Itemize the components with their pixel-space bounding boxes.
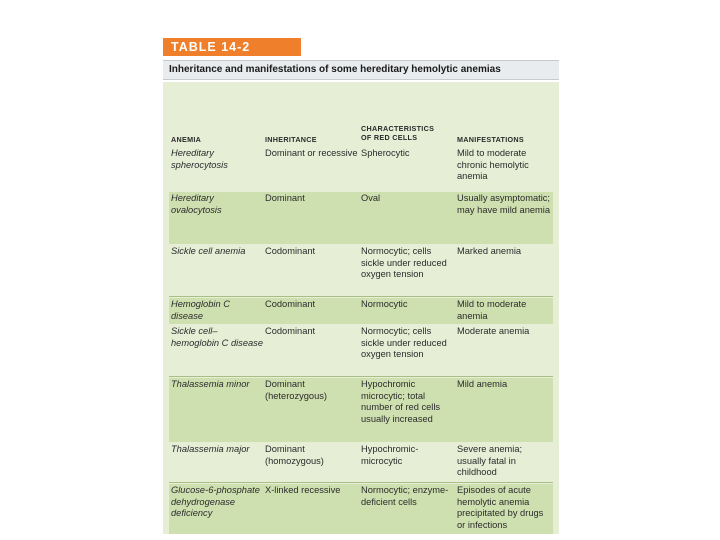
cell-manifestations: Usually asymptomatic; may have mild anemia (457, 193, 551, 215)
column-header-anemia: ANEMIA (171, 135, 202, 144)
cell-manifestations: Mild to moderate chronic hemolytic anemia (457, 148, 529, 182)
table-body (163, 82, 559, 534)
cell-characteristics: Spherocytic (361, 148, 410, 158)
cell-manifestations: Mild anemia (457, 379, 508, 389)
table-row (169, 192, 553, 244)
cell-inheritance: Dominant (homozygous) (265, 444, 324, 466)
cell-manifestations: Mild to moderate anemia (457, 299, 527, 321)
cell-characteristics: Oval (361, 193, 381, 203)
cell-inheritance: X-linked recessive (265, 485, 341, 495)
column-header-manifestations: MANIFESTATIONS (457, 135, 525, 144)
cell-manifestations: Severe anemia; usually fatal in childhood (457, 444, 523, 478)
cell-characteristics: Hypochromic microcytic; total number of red cells usually increased (361, 379, 441, 424)
cell-anemia: Sickle cell anemia (171, 246, 246, 256)
cell-inheritance: Dominant (heterozygous) (265, 379, 328, 401)
table-row (169, 378, 553, 442)
table-caption: Inheritance and manifestations of some hereditary hemolytic anemias (163, 60, 559, 80)
column-header-characteristics (361, 124, 434, 142)
cell-manifestations: Marked anemia (457, 246, 522, 256)
table-row (169, 245, 553, 297)
cell-anemia: Glucose-6-phosphate dehydrogenase deficiency (171, 485, 260, 519)
column-header-inheritance: INHERITANCE (265, 135, 317, 144)
table-row (169, 325, 553, 377)
cell-inheritance: Dominant or recessive (265, 148, 358, 158)
cell-manifestations: Moderate anemia (457, 326, 530, 336)
table-row (169, 147, 553, 191)
table-row (169, 298, 553, 324)
cell-inheritance: Codominant (265, 299, 316, 309)
cell-inheritance: Dominant (265, 193, 305, 203)
cell-anemia: Hemoglobin C disease (171, 299, 230, 321)
cell-characteristics: Normocytic; enzyme-deficient cells (361, 485, 449, 507)
cell-anemia: Sickle cell–hemoglobin C disease (171, 326, 263, 348)
cell-characteristics: Normocytic; cells sickle under reduced oxygen tension (361, 326, 447, 360)
cell-anemia: Thalassemia major (171, 444, 250, 454)
column-header-characteristics-line2: OF RED CELLS (361, 133, 418, 142)
table-number: TABLE 14-2 (163, 38, 301, 56)
cell-characteristics: Hypochromic-microcytic (361, 444, 419, 466)
cell-inheritance: Codominant (265, 326, 316, 336)
cell-characteristics: Normocytic (361, 299, 408, 309)
cell-anemia: Thalassemia minor (171, 379, 250, 389)
table-row (169, 484, 553, 534)
table-row (169, 443, 553, 483)
cell-characteristics: Normocytic; cells sickle under reduced oxygen tension (361, 246, 447, 280)
cell-anemia: Hereditary spherocytosis (171, 148, 228, 170)
cell-inheritance: Codominant (265, 246, 316, 256)
table-figure (163, 36, 559, 530)
cell-anemia: Hereditary ovalocytosis (171, 193, 222, 215)
column-header-characteristics-line1: CHARACTERISTICS (361, 124, 435, 133)
cell-manifestations: Episodes of acute hemolytic anemia precipitated by drugs or infections (457, 485, 544, 530)
